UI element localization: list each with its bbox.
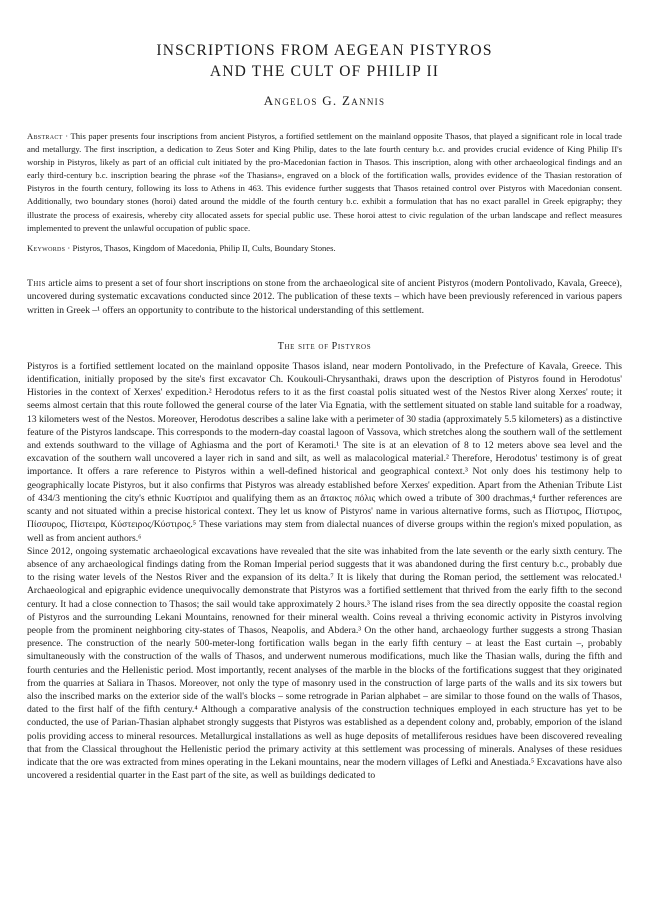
keywords bbox=[27, 242, 622, 255]
intro-lead: This bbox=[27, 277, 46, 289]
article-title bbox=[27, 40, 622, 82]
keywords-separator: · bbox=[65, 242, 73, 253]
abstract-label: Abstract bbox=[27, 131, 63, 141]
keywords-text: Pistyros, Thasos, Kingdom of Macedonia, Philip II, Cults, Boundary Stones. bbox=[72, 242, 336, 253]
body-paragraph: Since 2012, ongoing systematic archaeological excavations have revealed that the site was inhabited from the late seventh or the early sixth century. The absence of any archaeological findings dating from the Roman Imperial period suggests that it was abandoned during the first century b.c., probably due to the rising water levels of the Nestos River and the expansion of its delta.⁷ It is likely that during the Roman period, the settlement was relocated.¹ Archaeological and epigraphic evidence unequivocally demonstrate that Pistyros was a fortified settlement that thrived from the early fifth to the second century. It had a close connection to Thasos; the sail would take approximately 2 hours.³ The island rises from the sea directly opposite the coastal region of Pistyros and the surrounding Lekani Mountains, renowned for their mineral wealth. Coins reveal a thriving economic activity in Pistyros involving people from the prominent neighboring city-states of Thasos, Neapolis, and Abdera.³ On the other hand, archaeology further suggests a strong Thasian presence. The construction of the nearly 500-meter-long fortification walls began in the early fifth century – at least the East curtain –, probably simultaneously with the construction of the walls of Thasos, and underwent numerous modifications, much like the Thasian walls, during the fifth and fourth centuries and the Hellenistic period. Most importantly, recent analyses of the marble in the blocks of the fortifications suggest that they originated from the quarries at Saliara in Thasos. Moreover, not only the type of masonry used in the construction of large parts of the walls and its six towers but also the inscribed marks on the exterior side of the wall's blocks – some retrograde in Parian alphabet – are similar to those found on the walls of Thasos, dated to the first half of the fifth century.⁴ Although a comparative analysis of the construction techniques employed in each structure has yet to be conducted, the use of Parian-Thasian alphabet strongly suggests that Pistyros was established as a dependent colony and, probably, emporion of the island polis providing access to mineral resources. Metallurgical installations as well as huge deposits of metalliferous residues have been discovered revealing that from the Classical throughout the Hellenistic period the primary activity at this settlement was processing of minerals. Analyses of these residues indicate that the ore was extracted from mines operating in the Lekani mountains, near the modern villages of Lefki and Anestiada.⁵ Excavations have also uncovered a residential quarter in the East part of the site, as well as buildings dedicated to bbox=[27, 545, 622, 782]
title-line-1: INSCRIPTIONS FROM AEGEAN PISTYROS bbox=[156, 42, 493, 59]
abstract-separator: · bbox=[62, 131, 71, 141]
intro-paragraph bbox=[27, 277, 622, 318]
abstract bbox=[27, 130, 622, 235]
intro-text: article aims to present a set of four short inscriptions on stone from the archaeological site of ancient Pistyros (modern Pontolivado, Kavala, Greece), uncovered during systematic excavations conducted since 2012. The publication of these texts – which have been previously referenced in various papers written in Greek –¹ offers an opportunity to contribute to the historical understanding of this settlement. bbox=[27, 277, 622, 317]
author-name: Angelos G. Zannis bbox=[263, 93, 386, 108]
section-heading: The site of Pistyros bbox=[277, 340, 372, 352]
title-line-2: AND THE CULT OF PHILIP II bbox=[209, 63, 440, 80]
keywords-label: Keywords bbox=[27, 242, 66, 253]
abstract-text: This paper presents four inscriptions from ancient Pistyros, a fortified settlement on the mainland opposite Thasos, that played a significant role in local trade and metallurgy. The first inscription, a dedication to Zeus Soter and King Philip, dates to the late fourth century b.c. and provides crucial evidence of King Philip II's worship in Pistyros, likely as part of an official cult initiated by the pro-Macedonian faction in Thasos. This inscription, along with other archaeological findings and an early third-century b.c. inscription bearing the phrase «of the Thasians», engraved on a block of the fortification walls, provides evidence of the Thasian restoration of Pistyros in the fourth century, following its loss to Athens in 463. This evidence further suggests that Thasos retained control over Pistyros with Macedonian consent. Additionally, two boundary stones (horoi) dated around the middle of the fourth century b.c. exhibit a formulation that has no exact parallel in Greek epigraphy; they illustrate the process of exairesis, whereby city allocated assets for special public use. These horoi attest to civic regulation of the urban landscape and reflect measures implemented to prevent the unlawful occupation of public space. bbox=[27, 131, 622, 233]
body-paragraph: Pistyros is a fortified settlement located on the mainland opposite Thasos island, near modern Pontolivado, in the Prefecture of Kavala, Greece. This identification, initially proposed by the site's first excavator Ch. Koukouli-Chrysanthaki, draws upon the description of Pistyros found in Herodotus' Histories in the context of Xerxes' expedition.² Herodotus refers to it as the first coastal polis situated west of the Nestos River along Xerxes' route; it seems almost certain that this route followed the general course of the later Via Egnatia, with the settlement situated on stable land suitable for a roadway, 13 kilometers west of the Nestos. Moreover, Herodotus describes a saline lake with a perimeter of 30 stadia (approximately 5.5 kilometers) as a distinctive feature of the Pistyros landscape. This corresponds to the modern-day coastal lagoon of Vassova, which stretches along the southern wall of the settlement and extends southward to the village of Aghiasma and the port of Keramoti.¹ The site is at an elevation of 8 to 12 meters above sea level and the excavation of the southern wall uncovered a layer rich in sand and silt, as well as malacological material.² Therefore, Herodotus' testimony is of great importance. It offers a rare reference to Pistyros within a well-defined historical and geographical context.³ Not only does his testimony help to geographically locate Pistyros, but it also confirms that Pistyros was already established before Xerxes' expedition. Apart from the Athenian Tribute List of 434/3 mentioning the city's ethnic Κυστίριοι and qualifying them as an ἄτακτος πόλις which owed a tribute of 300 drachmas,⁴ further references are scanty and not situated within a precise historical context. They let us know of Pistyros' name in various alternative forms, such as Πίστιρος, Πίστιρος, Πίσσυρος, Πίστειρα, Κύστειρος/Κύστιρος.⁵ These variations may stem from dialectal nuances of diverse groups within the region's mixed population, as well as from ancient authors.⁶ bbox=[27, 360, 622, 544]
